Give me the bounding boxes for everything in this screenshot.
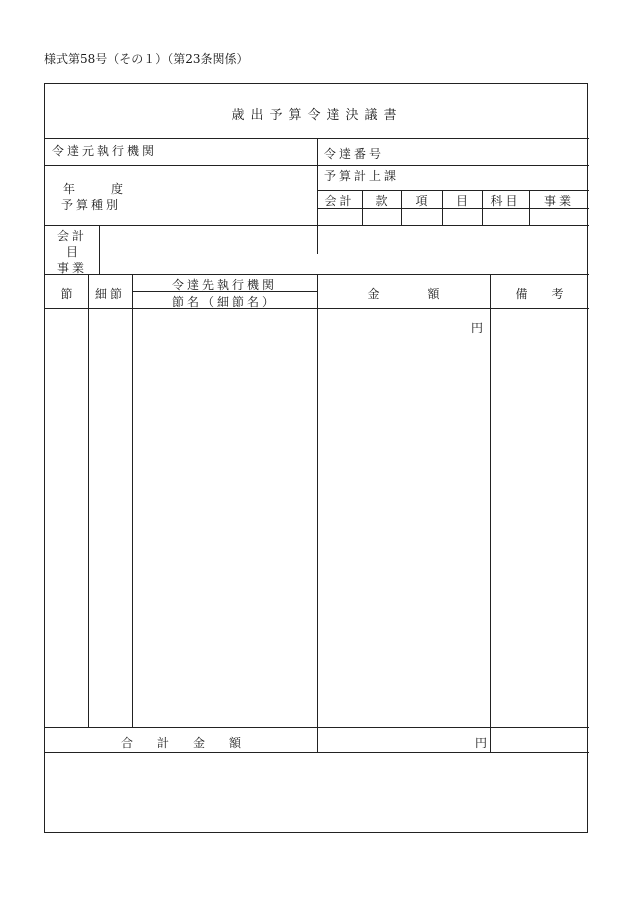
divider [132, 274, 133, 727]
header-item-name: 節名（細節名） [171, 295, 277, 309]
fiscal-year-label: 年 度 [63, 182, 124, 196]
order-number-label: 令達番号 [324, 147, 385, 161]
header-amount: 金 額 [367, 287, 440, 301]
divider [88, 274, 89, 727]
stack-jigyou: 事業 [56, 261, 87, 275]
currency-unit: 円 [471, 321, 484, 335]
column-kan: 款 [375, 194, 388, 208]
column-jigyou: 事業 [543, 194, 574, 208]
divider [317, 274, 318, 752]
form-title: 歳出予算令達決議書 [231, 108, 403, 123]
stack-account: 会計 [56, 229, 87, 243]
total-label: 合 計 金 額 [120, 736, 241, 750]
divider [490, 274, 491, 752]
header-setsu: 節 [60, 287, 73, 301]
divider [99, 225, 100, 274]
header-saisetsu: 細節 [94, 287, 125, 301]
stack-moku: 目 [65, 245, 78, 259]
column-account: 会計 [324, 194, 355, 208]
budget-type-label: 予算種別 [61, 198, 122, 212]
header-recipient-agency: 令達先執行機関 [171, 278, 277, 292]
column-kamoku: 科目 [490, 194, 521, 208]
column-kou: 項 [415, 194, 428, 208]
budget-section-label: 予算計上課 [324, 169, 400, 183]
divider [317, 190, 589, 191]
column-moku: 目 [455, 194, 468, 208]
issuing-agency-label: 令達元執行機関 [52, 144, 158, 158]
header-remarks: 備 考 [515, 287, 564, 301]
total-currency-unit: 円 [475, 736, 488, 750]
form-frame [44, 83, 588, 833]
form-number: 様式第58号（その１）（第23条関係） [44, 52, 249, 66]
divider [45, 752, 589, 753]
